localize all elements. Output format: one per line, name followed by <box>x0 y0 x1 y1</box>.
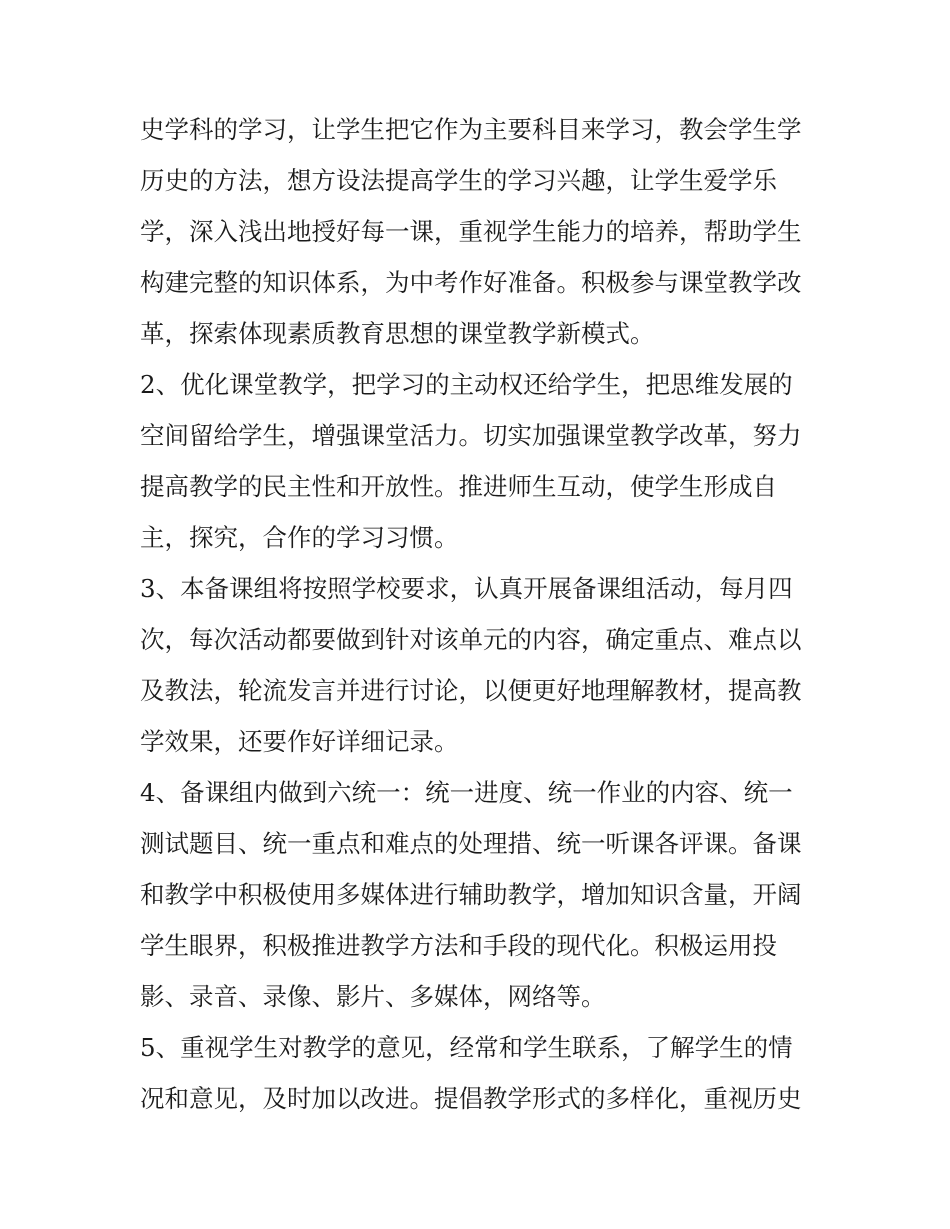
text-line: 和教学中积极使用多媒体进行辅助教学，增加知识含量，开阔 <box>140 880 802 909</box>
text-line: 2、优化课堂教学，把学习的主动权还给学生，把思维发展的 <box>140 370 793 399</box>
text-line: 学，深入浅出地授好每一课，重视学生能力的培养，帮助学生 <box>140 217 802 246</box>
text-line: 况和意见，及时加以改进。提倡教学形式的多样化，重视历史 <box>140 1084 802 1113</box>
text-line: 影、录音、录像、影片、多媒体，网络等。 <box>140 982 606 1011</box>
text-line: 4、备课组内做到六统一：统一进度、统一作业的内容、统一 <box>140 778 793 807</box>
text-line: 及教法，轮流发言并进行讨论，以便更好地理解教材，提高教 <box>140 676 802 705</box>
text-line: 史学科的学习，让学生把它作为主要科目来学习，教会学生学 <box>140 115 802 144</box>
text-line: 学生眼界，积极推进教学方法和手段的现代化。积极运用投 <box>140 931 777 960</box>
text-line: 3、本备课组将按照学校要求，认真开展备课组活动，每月四 <box>140 574 793 603</box>
text-line: 学效果，还要作好详细记录。 <box>140 727 459 756</box>
text-line: 历史的方法，想方设法提高学生的学习兴趣，让学生爱学乐 <box>140 166 777 195</box>
text-line: 次，每次活动都要做到针对该单元的内容，确定重点、难点以 <box>140 625 802 654</box>
text-line: 提高教学的民主性和开放性。推进师生互动，使学生形成自 <box>140 472 777 501</box>
text-line: 革，探索体现素质教育思想的课堂教学新模式。 <box>140 319 655 348</box>
text-line: 5、重视学生对教学的意见，经常和学生联系，了解学生的情 <box>140 1033 793 1062</box>
text-line: 测试题目、统一重点和难点的处理措、统一听课各评课。备课 <box>140 829 802 858</box>
text-line: 空间留给学生，增强课堂活力。切实加强课堂教学改革，努力 <box>140 421 802 450</box>
text-line: 构建完整的知识体系，为中考作好准备。积极参与课堂教学改 <box>140 268 802 297</box>
text-line: 主，探究，合作的学习习惯。 <box>140 523 459 552</box>
